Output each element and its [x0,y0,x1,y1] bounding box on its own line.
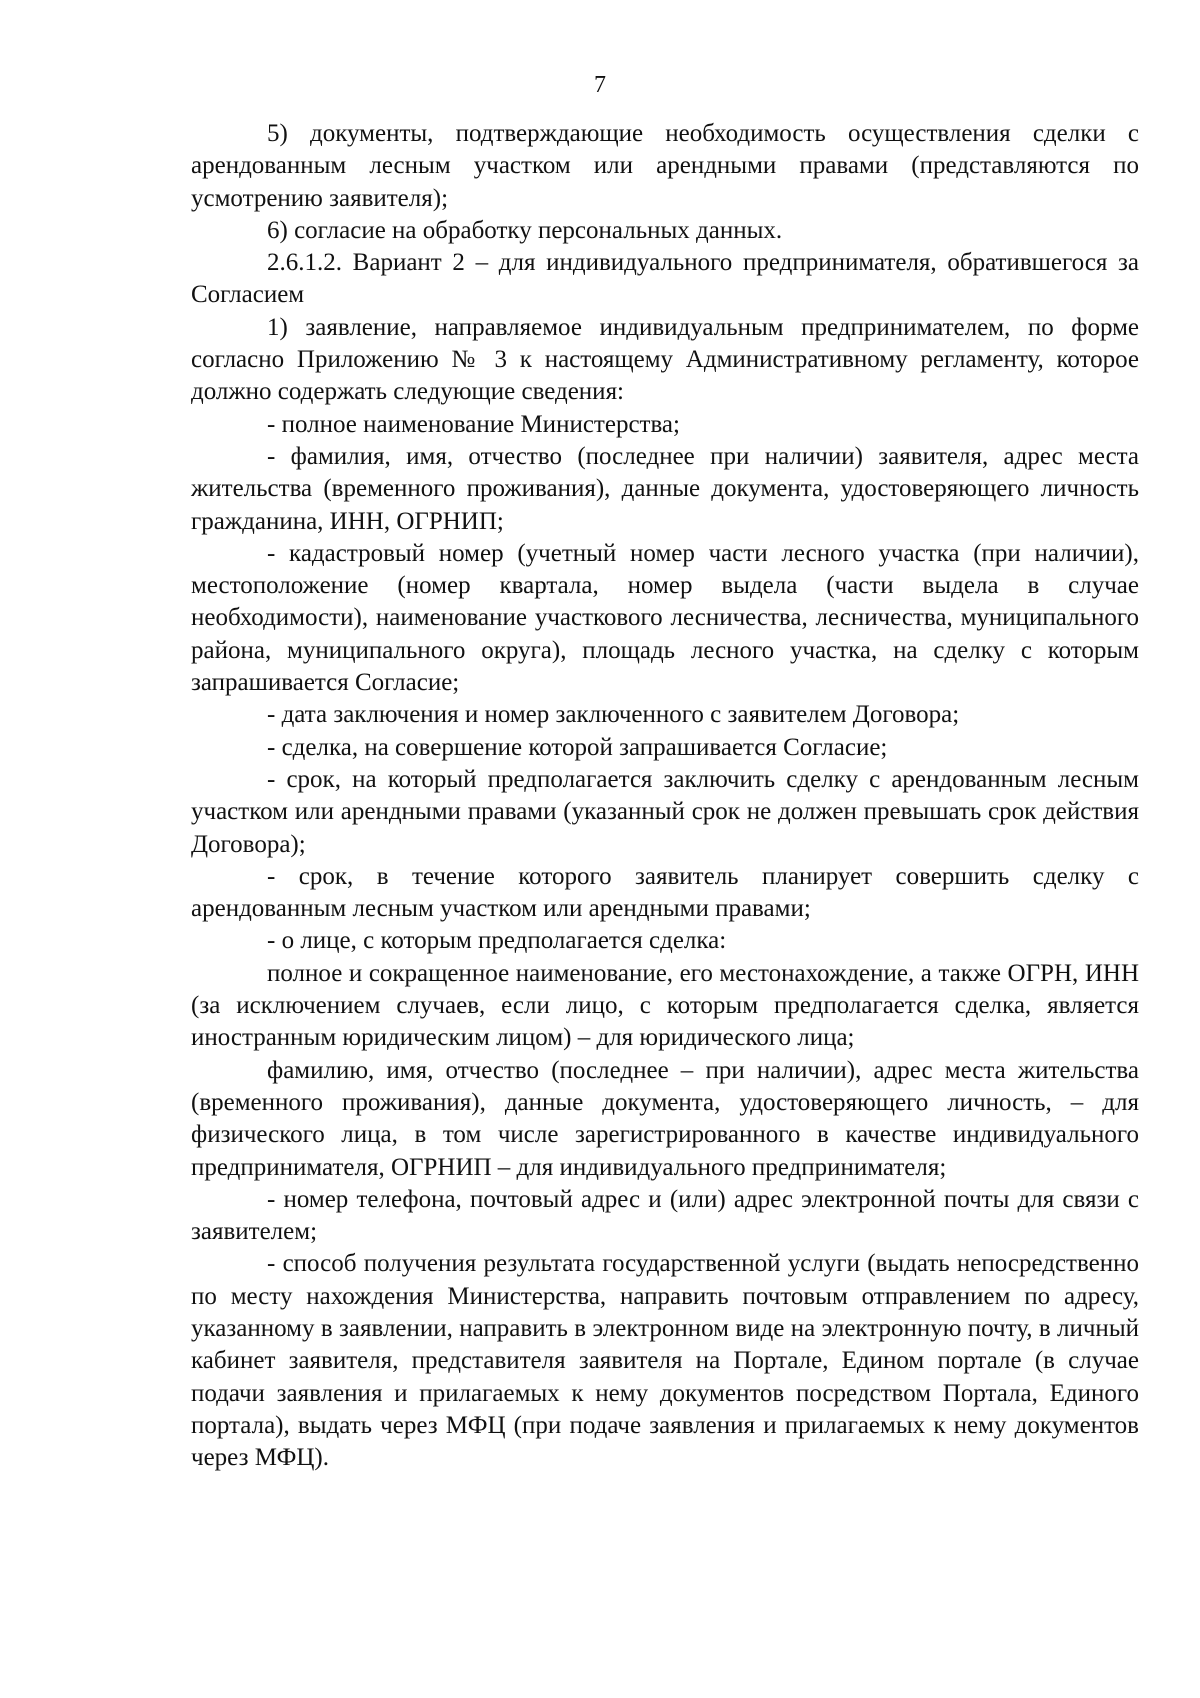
paragraph-individual: фамилию, имя, отчество (последнее – при наличии), адрес места жительства (временного проживания), данные документа, удостоверяющего личность, – для физического лица, в том числе зарегистрированного в качестве индивидуального предпринимателя, ОГРНИП – для индивидуального предпринимателя; [191,1056,1139,1181]
paragraph-item-5-documents: 5) документы, подтверждающие необходимость осуществления сделки с арендованным лесным участком или арендными правами (представляются по усмотрению заявителя); [191,120,1139,212]
paragraph-section-2-6-1-2: 2.6.1.2. Вариант 2 – для индивидуального предпринимателя, обратившегося за Согласием [191,249,1139,309]
paragraph-deal-type: - сделка, на совершение которой запрашивается Согласие; [267,733,888,761]
paragraph-counterparty: - о лице, с которым предполагается сделка: [267,927,727,955]
paragraph-deal-term: - срок, на который предполагается заключить сделку с арендованным лесным участком или арендными правами (указанный срок не должен превышать срок действия Договора); [191,765,1139,858]
paragraph-item-1-application: 1) заявление, направляемое индивидуальным предпринимателем, по форме согласно Приложению № 3 к настоящему Административному регламенту, которое должно содержать следующие сведения: [191,313,1139,406]
paragraph-deal-period: - срок, в течение которого заявитель планирует совершить сделку с арендованным лесным участком или арендными правами; [191,862,1139,923]
document-text [191,118,1139,1474]
paragraph-applicant-details: - фамилия, имя, отчество (последнее при наличии) заявителя, адрес места жительства (временного проживания), данные документа, удостоверяющего личность гражданина, ИНН, ОГРНИП; [191,442,1139,535]
paragraph-item-6-consent: 6) согласие на обработку персональных данных. [267,216,783,244]
paragraph-contract-date: - дата заключения и номер заключенного с заявителем Договора; [267,701,960,729]
paragraph-legal-entity: полное и сокращенное наименование, его местонахождение, а также ОГРН, ИНН (за исключением случаев, если лицо, с которым предполагается сделка, является иностранным юридическим лицом) – для юридического лица; [191,959,1139,1052]
paragraph-contacts: - номер телефона, почтовый адрес и (или) адрес электронной почты для связи с заявителем; [191,1185,1139,1246]
paragraph-cadastral-number: - кадастровый номер (учетный номер части лесного участка (при наличии), местоположение (номер квартала, номер выдела (части выдела в случае необходимости), наименование участкового лесничества, лесничества, муниципального района, муниципального округа), площадь лесного участка, на сделку с которым запрашивается Согласие; [191,539,1139,697]
page-number: 7 [594,72,606,98]
paragraph-delivery-method: - способ получения результата государственной услуги (выдать непосредственно по месту нахождения Министерства, направить почтовым отправлением по адресу, указанному в заявлении, направить в электронном виде на электронную почту, в личный кабинет заявителя, представителя заявителя на Портале, Едином портале (в случае подачи заявления и прилагаемых к нему документов посредством Портала, Единого портала), выдать через МФЦ (при подаче заявления и прилагаемых к нему документов через МФЦ). [191,1250,1139,1472]
paragraph-ministry-name: - полное наименование Министерства; [267,410,680,438]
